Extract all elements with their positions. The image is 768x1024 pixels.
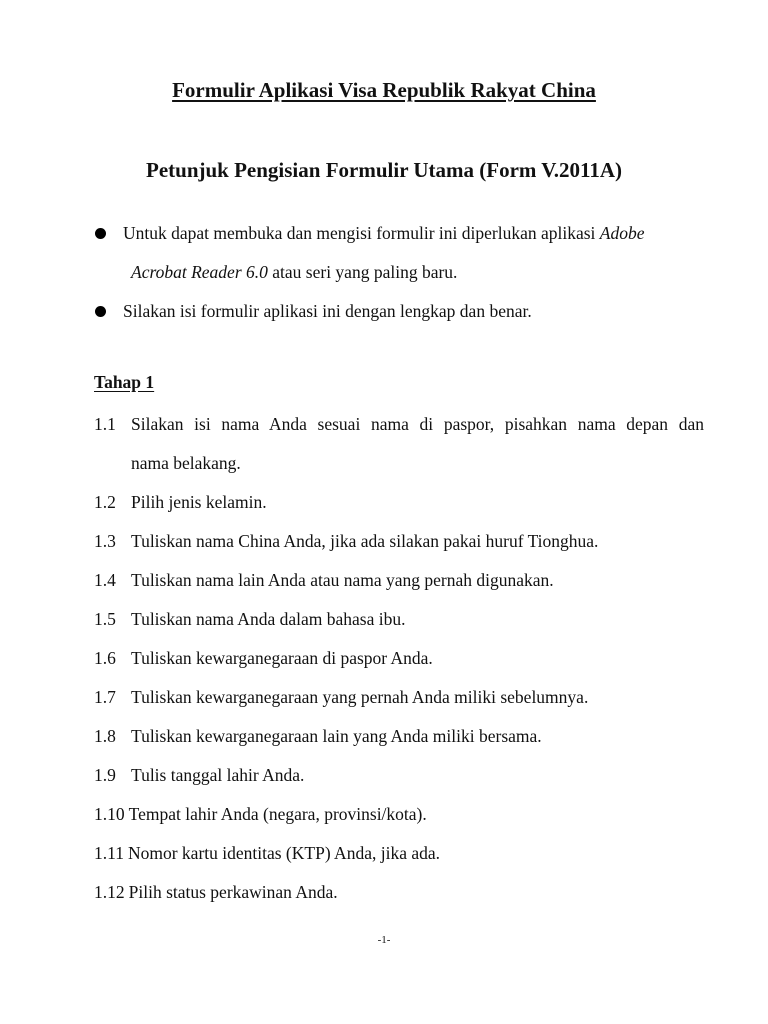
item-text: Tuliskan nama lain Anda atau nama yang pernah digunakan.	[131, 570, 554, 590]
bullet-item	[94, 214, 704, 292]
list-item	[94, 873, 704, 912]
list-item	[94, 522, 704, 561]
item-number: 1.12	[94, 882, 125, 902]
bullet-text-before: Untuk dapat membuka dan mengisi formulir ini diperlukan aplikasi	[123, 223, 600, 243]
item-text: Tuliskan kewarganegaraan yang pernah Anda miliki sebelumnya.	[131, 687, 589, 707]
item-text: Nomor kartu identitas (KTP) Anda, jika ada.	[127, 843, 440, 863]
item-text: Pilih jenis kelamin.	[131, 492, 267, 512]
item-number: 1.5	[94, 609, 116, 629]
item-text: Tempat lahir Anda (negara, provinsi/kota).	[128, 804, 427, 824]
item-continuation: nama belakang.	[131, 453, 241, 473]
bullet-dot-icon	[95, 306, 106, 317]
item-text: Tulis tanggal lahir Anda.	[131, 765, 305, 785]
item-number: 1.6	[94, 648, 116, 668]
item-number: 1.4	[94, 570, 116, 590]
bullet-dot-icon	[95, 228, 106, 239]
list-item	[94, 834, 704, 873]
item-number: 1.10	[94, 804, 125, 824]
bullet-text-italic: Acrobat Reader 6.0	[131, 262, 268, 282]
item-text: Tuliskan nama China Anda, jika ada silakan pakai huruf Tionghua.	[131, 531, 599, 551]
list-item	[94, 678, 704, 717]
list-item	[94, 639, 704, 678]
item-number: 1.7	[94, 687, 116, 707]
list-item	[94, 756, 704, 795]
item-number: 1.1	[94, 414, 116, 434]
item-number: 1.11	[94, 843, 124, 863]
document-subtitle: Petunjuk Pengisian Formulir Utama (Form V.2011A)	[146, 158, 622, 182]
item-number: 1.3	[94, 531, 116, 551]
bullet-continuation	[123, 253, 704, 292]
list-item	[94, 561, 704, 600]
item-text: Pilih status perkawinan Anda.	[128, 882, 338, 902]
item-number: 1.2	[94, 492, 116, 512]
item-text: Tuliskan nama Anda dalam bahasa ibu.	[131, 609, 406, 629]
bullet-item	[94, 292, 704, 331]
list-item	[94, 483, 704, 522]
bullet-text-italic: Adobe	[599, 223, 645, 243]
item-number: 1.8	[94, 726, 116, 746]
item-text: Tuliskan kewarganegaraan di paspor Anda.	[131, 648, 433, 668]
section-heading: Tahap 1	[94, 372, 155, 392]
bullet-text-after: atau seri yang paling baru.	[267, 262, 458, 282]
item-text: Tuliskan kewarganegaraan lain yang Anda miliki bersama.	[131, 726, 542, 746]
item-text: Silakan isi nama Anda sesuai nama di paspor, pisahkan nama depan dan	[131, 414, 704, 434]
document-title: Formulir Aplikasi Visa Republik Rakyat China	[172, 78, 596, 102]
list-item	[94, 717, 704, 756]
list-item	[94, 600, 704, 639]
list-item	[94, 405, 704, 444]
instruction-list	[94, 405, 704, 912]
instruction-bullets	[94, 214, 704, 331]
bullet-text: Silakan isi formulir aplikasi ini dengan lengkap dan benar.	[123, 301, 532, 321]
list-item	[94, 795, 704, 834]
page-number: -1-	[377, 934, 391, 946]
item-number: 1.9	[94, 765, 116, 785]
